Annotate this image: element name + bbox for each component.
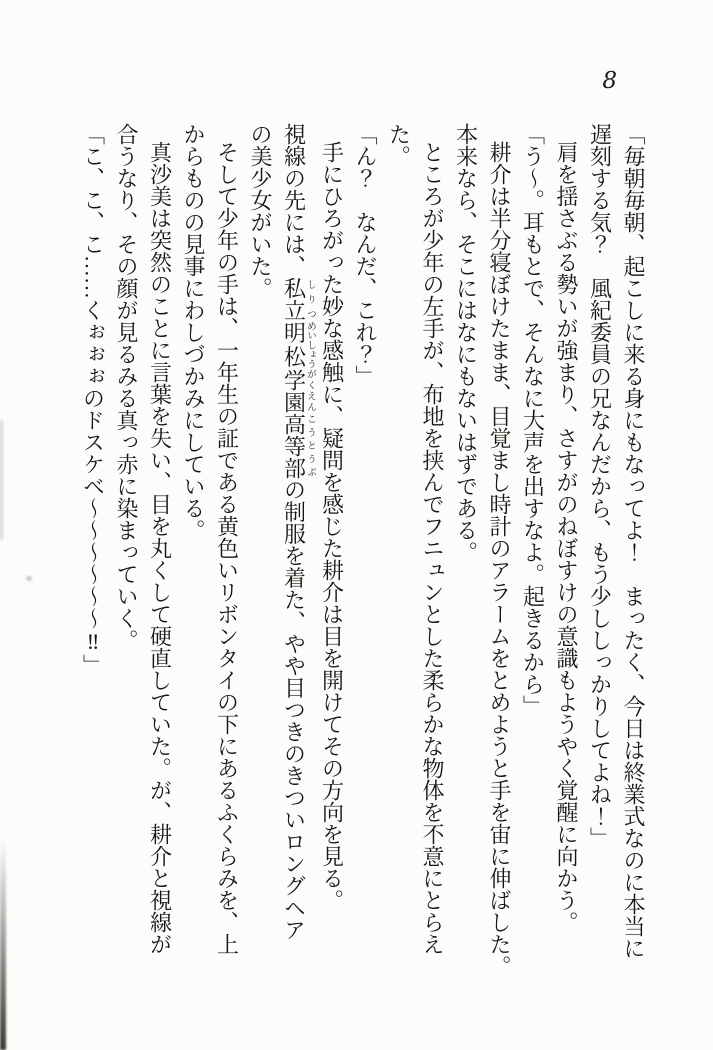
- furigana-ruby: 学園がくえん: [281, 368, 315, 413]
- vertical-text-block: [66, 123, 650, 997]
- paragraph: 肩を揺さぶる勢いが強まり、さすがのねぼすけの意識もようやく覚醒に向かう。: [554, 140, 579, 933]
- furigana-ruby: 高等部こうとうぶ: [281, 412, 315, 479]
- paragraph: 耕介は半分寝ぼけたまま、目覚まし時計のアラームをとめようと手を宙に伸ばした。: [487, 140, 512, 977]
- paragraph: 真沙美は突然のことに言葉を失い、目を丸くして硬直していた。が、耕介と視線が 合うなり、その顔が見るみる真っ赤に染まっていく。: [114, 123, 173, 955]
- paragraph: 視線の先には、私立しりつ明松めいしょう学園がくえん高等部こうとうぶの制服を着た、やや目つきのきついロングヘア の美少女がいた。: [248, 123, 315, 941]
- furigana-ruby: 明松めいしょう: [281, 321, 315, 369]
- paragraph: 「ん？ なんだ、これ？」: [353, 123, 378, 387]
- scan-speck: [26, 576, 32, 581]
- paragraph: そして少年の手は、一年生の証である黄色いリボンタイの下にあるふくらみを、上 からものの見事にわしづかみにしている。: [181, 123, 240, 955]
- page-number: 8: [602, 68, 617, 94]
- paragraph: ところが少年の左手が、布地を挟んでフニュンとした柔らかな物体を不意にとらえ た。: [386, 123, 445, 955]
- scan-edge-artifact: [0, 420, 3, 540]
- paragraph: 本来なら、そこにはなにもないはずである。: [453, 123, 479, 563]
- paragraph: 「毎朝毎朝、起こしに来る身にもなってよ！ まったく、今日は終業式なのに本当に 遅刻する気？ 風紀委員の兄なんだから、もう少ししっかりしてよね！」: [587, 123, 646, 959]
- paragraph: 「う～。耳もとで、そんなに大声を出すなよ。起きるから」: [520, 123, 546, 717]
- paragraph: 「こ、こ、こ……くぉぉぉのドスケベ～～～～～～‼」: [80, 123, 106, 676]
- furigana-ruby: 私立しりつ: [281, 277, 315, 321]
- paragraph: 手にひろがった妙な感触に、疑問を感じた耕介は目を開けてその方向を見る。: [319, 140, 345, 911]
- scan-spine-shadow: [0, 840, 6, 1050]
